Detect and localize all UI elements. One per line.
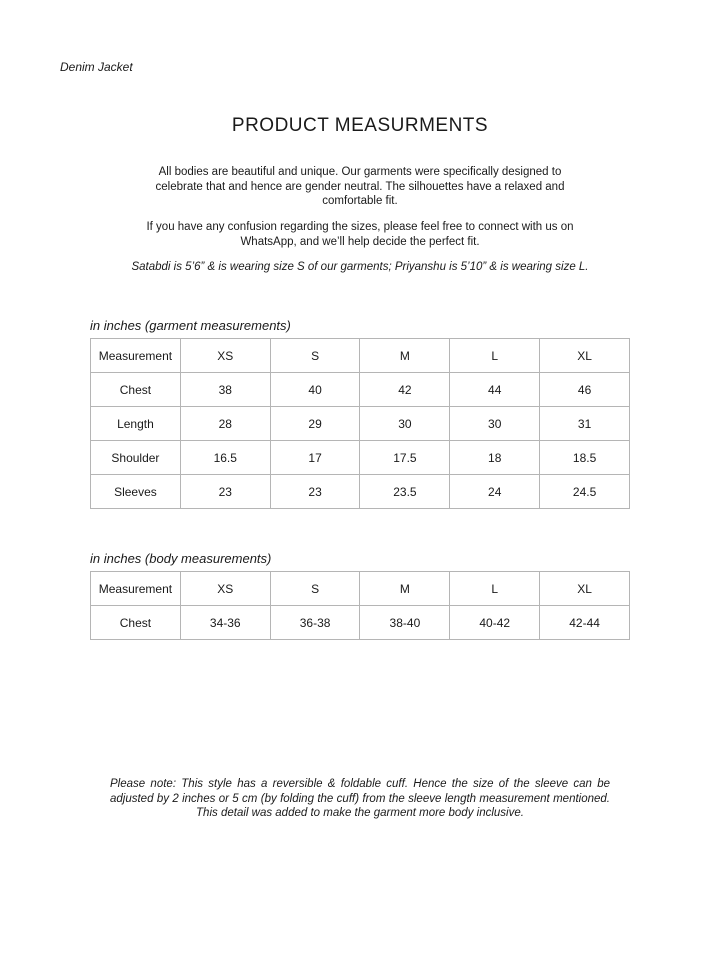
table-header-cell: L [450, 339, 540, 373]
footer-note-text-start: This style has a [176, 778, 273, 790]
table-cell: 38 [180, 373, 270, 407]
table-header-cell: XL [540, 572, 630, 606]
table-row [91, 441, 630, 475]
row-label-cell: Chest [91, 606, 181, 640]
table-cell: 31 [540, 407, 630, 441]
table-header-cell: S [270, 339, 360, 373]
table-cell: 18 [450, 441, 540, 475]
table-cell: 44 [450, 373, 540, 407]
table-cell: 28 [180, 407, 270, 441]
row-label-cell: Sleeves [91, 475, 181, 509]
table-header-row [91, 339, 630, 373]
table-header-cell: Measurement [91, 339, 181, 373]
body-table-caption: in inches (body measurements) [90, 551, 272, 566]
body-measurements-table [90, 571, 630, 640]
table-header-cell: S [270, 572, 360, 606]
table-cell: 30 [450, 407, 540, 441]
table-cell: 46 [540, 373, 630, 407]
table-header-cell: XL [540, 339, 630, 373]
intro-paragraph-2: If you have any confusion regarding the sizes, please feel free to connect with us on WhatsApp, and we’ll help decide the perfect fit. [146, 221, 574, 248]
row-label-cell: Length [91, 407, 181, 441]
table-cell: 17.5 [360, 441, 450, 475]
table-cell: 17 [270, 441, 360, 475]
table-cell: 30 [360, 407, 450, 441]
table-cell: 42 [360, 373, 450, 407]
gender-neutral-highlight: gender neutral [305, 180, 380, 193]
table-cell: 24.5 [540, 475, 630, 509]
table-cell: 40 [270, 373, 360, 407]
table-cell: 36-38 [270, 606, 360, 640]
intro-paragraph-1 [140, 165, 580, 209]
intro-text-start: All bodies are beautiful and unique. Our garments were specifically designed to celebrate that and hence are [155, 166, 562, 193]
row-label-cell: Shoulder [91, 441, 181, 475]
garment-measurements-table [90, 338, 630, 509]
table-cell: 18.5 [540, 441, 630, 475]
document-label: Denim Jacket [60, 60, 133, 74]
cuff-highlight: reversible & foldable cuff [272, 778, 405, 790]
table-cell: 16.5 [180, 441, 270, 475]
row-label-cell: Chest [91, 373, 181, 407]
page-title: PRODUCT MEASURMENTS [231, 115, 489, 136]
table-row [91, 606, 630, 640]
table-cell: 23.5 [360, 475, 450, 509]
table-cell: 42-44 [540, 606, 630, 640]
table-header-cell: M [360, 572, 450, 606]
table-row [91, 475, 630, 509]
table-cell: 23 [270, 475, 360, 509]
table-header-cell: L [450, 572, 540, 606]
table-cell: 38-40 [360, 606, 450, 640]
table-header-row [91, 572, 630, 606]
footer-note-lead: Please note: [110, 778, 177, 790]
table-cell: 34-36 [180, 606, 270, 640]
table-cell: 24 [450, 475, 540, 509]
table-header-cell: M [360, 339, 450, 373]
table-cell: 40-42 [450, 606, 540, 640]
models-size-note: Satabdi is 5’6” & is wearing size S of our garments; Priyanshu is 5’10” & is wearing size L. [131, 261, 589, 273]
table-row [91, 373, 630, 407]
table-header-cell: XS [180, 572, 270, 606]
footer-note [110, 777, 610, 821]
table-cell: 29 [270, 407, 360, 441]
footer-note-text-end: . Hence the size of the sleeve can be adjusted by 2 inches or 5 cm (by folding the cuff) from the sleeve length measurement mentioned. This detail was added to make the garment more body inclusive. [110, 778, 610, 819]
table-header-cell: Measurement [91, 572, 181, 606]
intro-text-end: . The silhouettes have a relaxed and comfortable fit. [322, 180, 565, 207]
table-row [91, 407, 630, 441]
table-cell: 23 [180, 475, 270, 509]
garment-table-caption: in inches (garment measurements) [90, 318, 291, 333]
table-header-cell: XS [180, 339, 270, 373]
